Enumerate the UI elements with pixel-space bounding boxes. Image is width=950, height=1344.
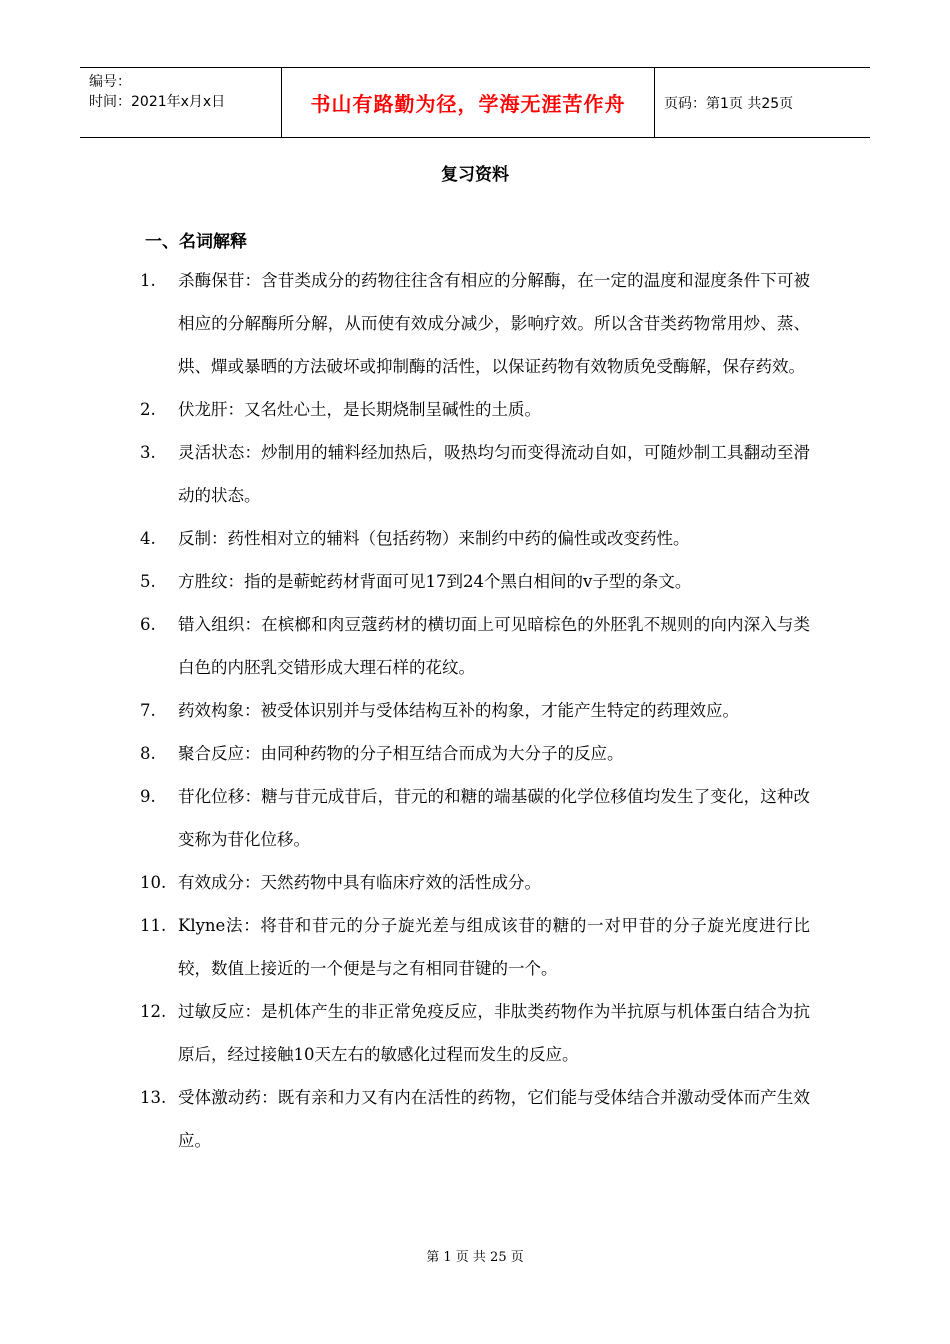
item-text: 伏龙肝：又名灶心土，是长期烧制呈碱性的土质。 (178, 400, 541, 419)
list-item (140, 689, 810, 732)
list-item (140, 904, 810, 990)
list-item (140, 431, 810, 517)
item-text: Klyne法：将苷和苷元的分子旋光差与组成该苷的糖的一对甲苷的分子旋光度进行比较，数值上接近的一个便是与之有相同苷键的一个。 (178, 916, 810, 978)
list-item (140, 388, 810, 431)
item-text: 受体激动药：既有亲和力又有内在活性的药物，它们能与受体结合并激动受体而产生效应。 (178, 1088, 810, 1150)
list-item (140, 1076, 810, 1162)
item-text: 药效构象：被受体识别并与受体结构互补的构象，才能产生特定的药理效应。 (178, 701, 739, 720)
item-text: 反制：药性相对立的辅料（包括药物）来制约中药的偏性或改变药性。 (178, 529, 690, 548)
list-item (140, 259, 810, 388)
serial-number-label: 编号： (89, 74, 131, 90)
item-text: 方胜纹：指的是蕲蛇药材背面可见17到24个黑白相间的v子型的条文。 (178, 572, 692, 591)
date-label: 时间：2021年x月x日 (89, 94, 226, 110)
item-text: 苷化位移：糖与苷元成苷后，苷元的和糖的端基碳的化学位移值均发生了变化，这种改变称为苷化位移。 (178, 787, 810, 849)
item-text: 聚合反应：由同种药物的分子相互结合而成为大分子的反应。 (178, 744, 624, 763)
document-header (80, 67, 870, 138)
header-motto: 书山有路勤为径，学海无涯苦作舟 (282, 68, 655, 137)
item-number: 12. (140, 1002, 167, 1021)
item-text: 杀酶保苷：含苷类成分的药物往往含有相应的分解酶，在一定的温度和湿度条件下可被相应的分解酶所分解，从而使有效成分减少，影响疗效。所以含苷类药物常用炒、蒸、烘、燀或暴晒的方法破坏或抑制酶的活性，以保证药物有效物质免受酶解，保存药效。 (178, 271, 810, 376)
list-item (140, 517, 810, 560)
item-number: 1. (140, 271, 156, 290)
header-meta (80, 68, 282, 137)
item-number: 9. (140, 787, 156, 806)
item-number: 2. (140, 400, 156, 419)
list-item (140, 861, 810, 904)
header-page-info: 页码：第1页 共25页 (664, 95, 794, 112)
item-text: 错入组织：在槟榔和肉豆蔻药材的横切面上可见暗棕色的外胚乳不规则的向内深入与类白色的内胚乳交错形成大理石样的花纹。 (178, 615, 810, 677)
item-number: 11. (140, 916, 167, 935)
item-number: 7. (140, 701, 156, 720)
page-footer: 第 1 页 共 25 页 (426, 1250, 524, 1265)
item-number: 13. (140, 1088, 167, 1107)
item-number: 3. (140, 443, 156, 462)
item-number: 4. (140, 529, 156, 548)
item-number: 8. (140, 744, 156, 763)
list-item (140, 560, 810, 603)
term-list (140, 259, 810, 1162)
document-title: 复习资料 (441, 165, 509, 185)
item-number: 10. (140, 873, 167, 892)
item-number: 5. (140, 572, 156, 591)
list-item (140, 732, 810, 775)
item-number: 6. (140, 615, 156, 634)
list-item (140, 775, 810, 861)
section-heading: 一、名词解释 (145, 232, 247, 252)
list-item (140, 990, 810, 1076)
item-text: 灵活状态：炒制用的辅料经加热后，吸热均匀而变得流动自如，可随炒制工具翻动至滑动的状态。 (178, 443, 810, 505)
item-text: 有效成分：天然药物中具有临床疗效的活性成分。 (178, 873, 541, 892)
list-item (140, 603, 810, 689)
item-text: 过敏反应：是机体产生的非正常免疫反应，非肽类药物作为半抗原与机体蛋白结合为抗原后，经过接触10天左右的敏感化过程而发生的反应。 (178, 1002, 810, 1064)
